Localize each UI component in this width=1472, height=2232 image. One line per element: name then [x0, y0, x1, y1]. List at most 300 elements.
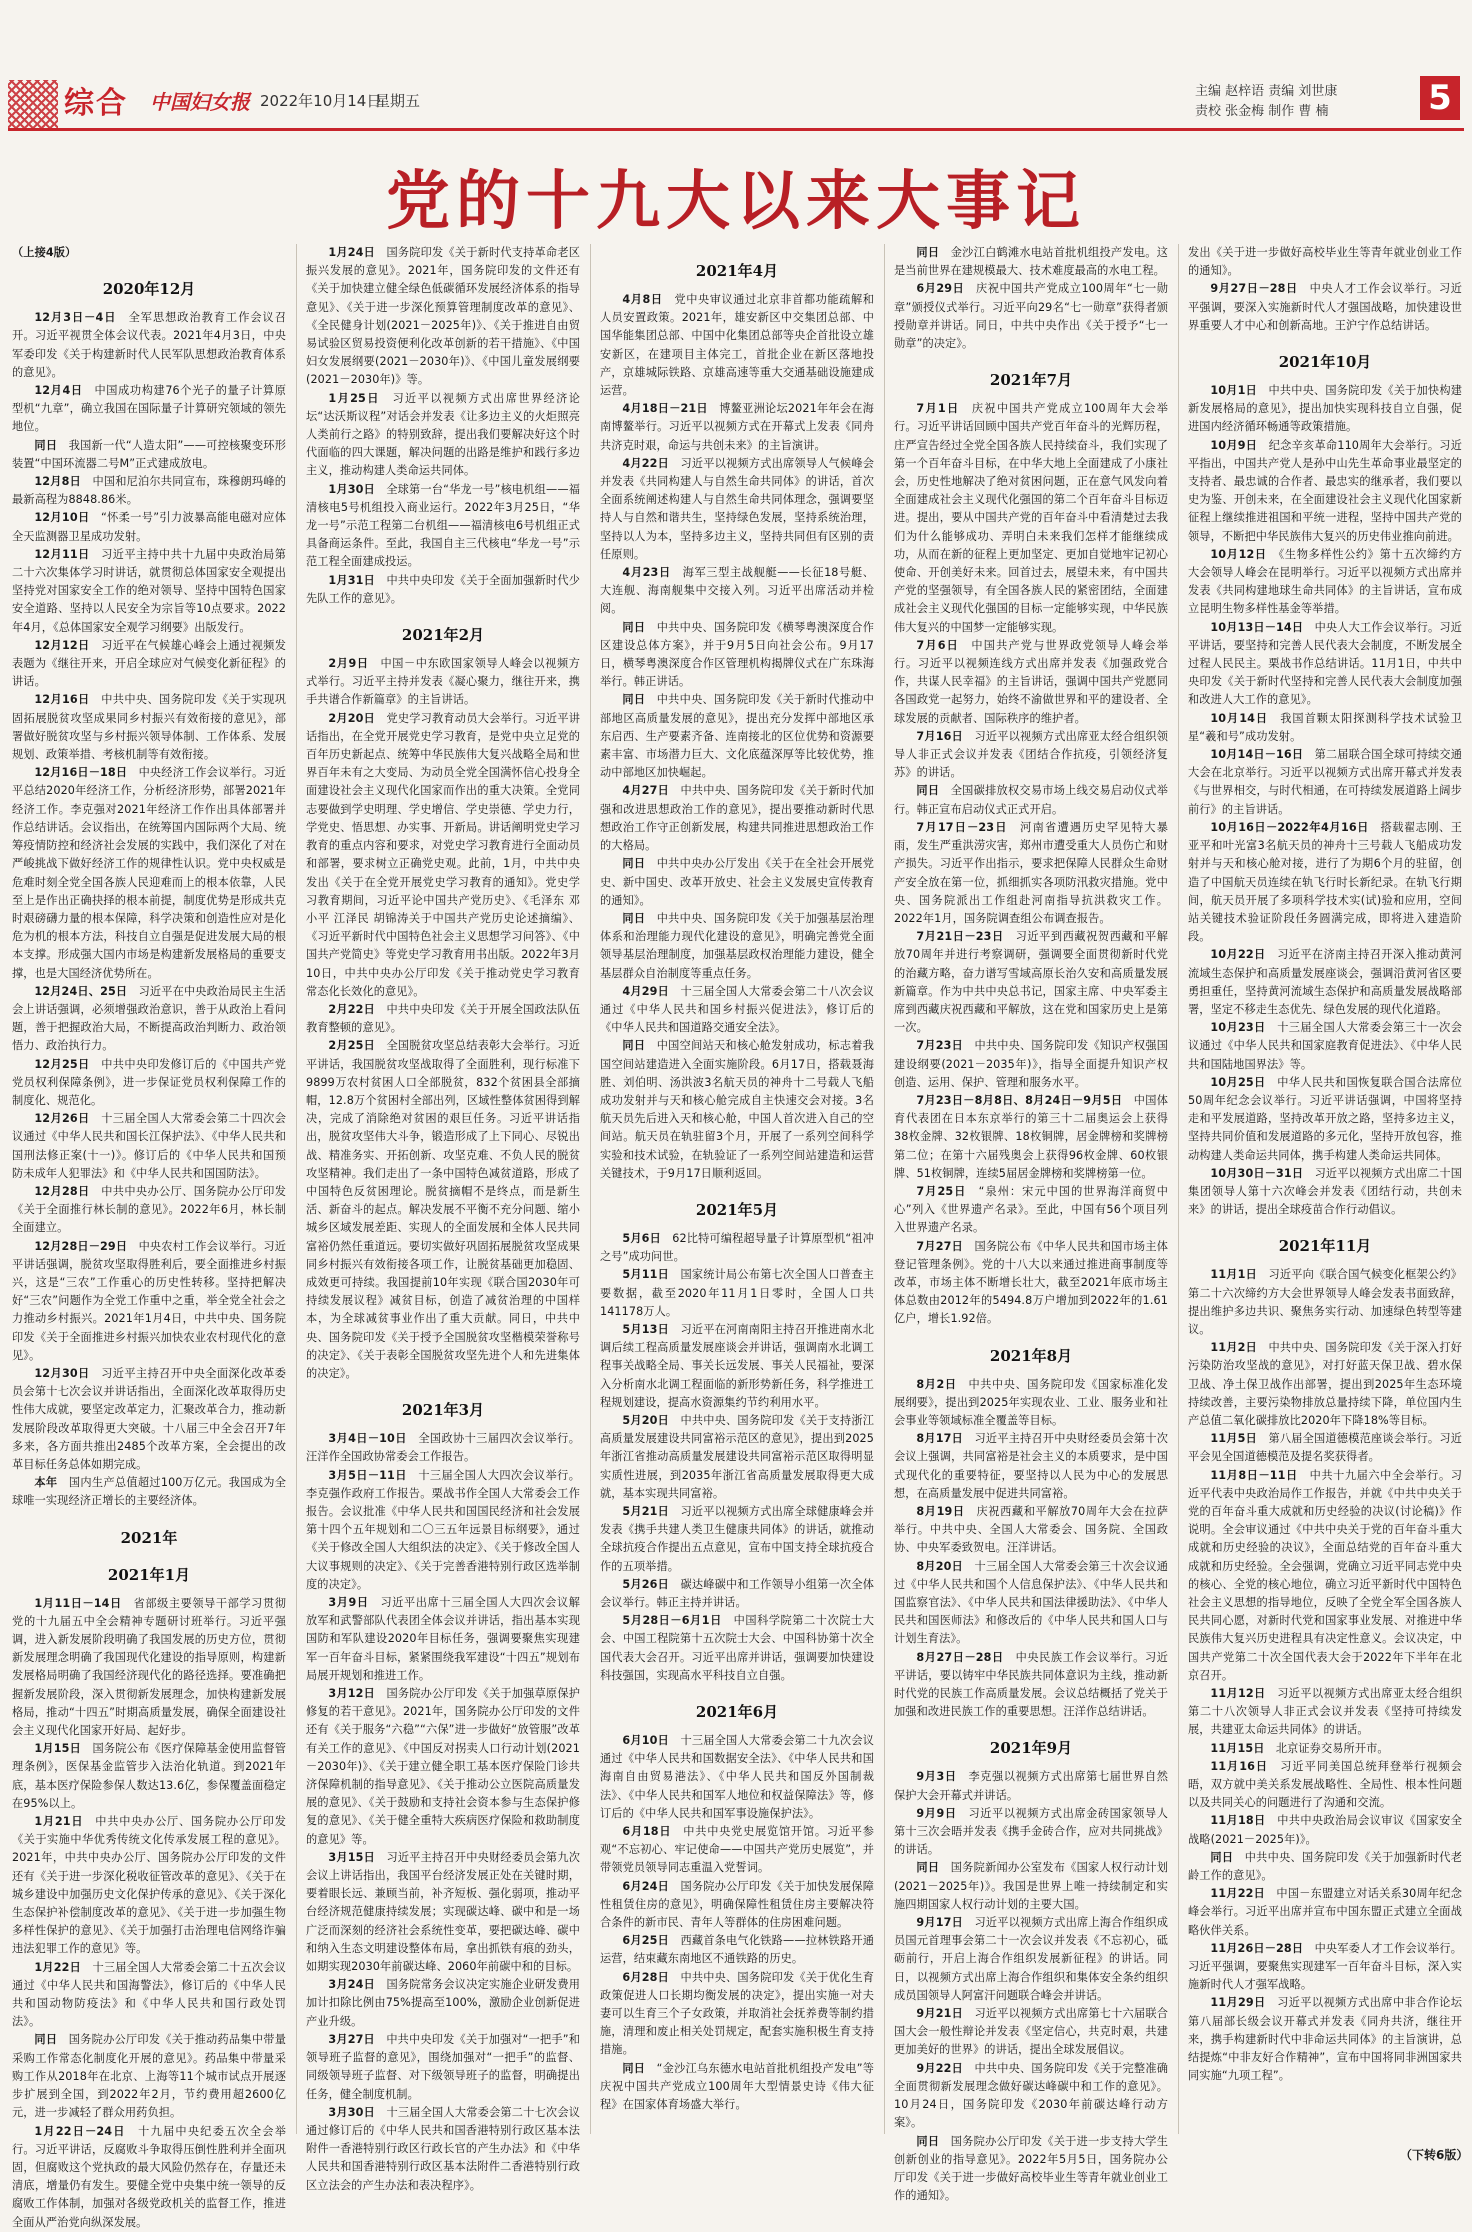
- event-text: 中共中央、国务院印发《关于完整准确全面贯彻新发展理念做好碳达峰碳中和工作的意见》。10月24日，国务院印发《2030年前碳达峰行动方案》。: [894, 2061, 1169, 2130]
- event-date: 11月22日: [1210, 1887, 1265, 1901]
- event-entry: [1188, 244, 1462, 280]
- issue-date: 2022年10月14日: [260, 92, 382, 110]
- event-entry: [1188, 1019, 1462, 1074]
- event-date: 5月20日: [622, 1413, 670, 1427]
- event-text: 党史学习教育动员大会举行。习近平讲话指出，在全党开展党史学习教育，是党中央立足党的百年历史新起点、统筹中华民族伟大复兴战略全局和世界百年未有之大变局、为动员全党全国满怀信心投身全面建设社会主义现代化国家而作出的重大决策。全党同志要做到学史明理、学史增信、学史崇德、学史力行，学党史、悟思想、办实事、开新局。讲话阐明党史学习教育的重点内容和要求，对党史学习教育进行全面动员和部署，要求树立正确党史观。此前，1月，中共中央发出《关于在全党开展党史学习教育的通知》。党史学习教育期间，习近平论中国共产党历史》、《毛泽东 邓小平 江泽民 胡锦涛关于中国共产党历史论述摘编》、《习近平新时代中国特色社会主义思想学习问答》、《中国共产党简史》等党史学习教育用书出版。2022年3月10日，中共中央办公厅印发《关于推动党史学习教育常态化长效化的意见》。: [306, 711, 581, 998]
- event-text: 国务院办公厅印发《关于进一步支持大学生创新创业的指导意见》。2022年5月5日，国务院办公厅印发《关于进一步做好高校毕业生等青年就业创业工作的通知》。: [894, 2134, 1168, 2203]
- event-entry: [12, 637, 286, 692]
- event-entry: [600, 619, 874, 692]
- event-entry: [600, 1266, 874, 1321]
- event-date: 10月1日: [1210, 384, 1258, 398]
- newspaper-logo: 中国妇女报: [150, 90, 250, 114]
- event-entry: [12, 1740, 286, 1813]
- event-date: 12月16日: [34, 693, 90, 707]
- event-date: 1月15日: [34, 1742, 82, 1756]
- event-date: 6月24日: [622, 1879, 670, 1893]
- month-heading: 2021年11月: [1278, 1237, 1372, 1256]
- event-entry: [1188, 1430, 1462, 1466]
- event-date: 12月30日: [34, 1366, 90, 1380]
- event-text: 习近平主持中共十九届中央政治局第二十六次集体学习时讲话，就贯彻总体国家安全观提出坚持党对国家安全工作的绝对领导、坚持中国特色国家安全道路、坚持以人民安全为宗旨等10点要求。2022年4月，《总体国家安全观学习纲要》出版发行。: [12, 547, 286, 634]
- event-entry: [1188, 382, 1462, 437]
- event-text: 中国共产党与世界政党领导人峰会举行。习近平以视频连线方式出席并发表《加强政党合作，共谋人民幸福》的主旨讲话，强调中国共产党愿同各国政党一起努力，始终不渝做世界和平的建设者、全球发展的贡献者、国际秩序的维护者。: [894, 638, 1168, 725]
- event-entry: [1188, 437, 1462, 546]
- event-date: 同日: [622, 1039, 646, 1053]
- event-entry: [12, 309, 286, 382]
- event-entry: [894, 1092, 1168, 1183]
- event-text: 河南省遭遇历史罕见特大暴雨，发生严重洪涝灾害，郑州市遭受重大人员伤亡和财产损失。习近平作出指示，要求把保障人民群众生命财产安全放在第一位，抓细抓实各项防汛救灾措施。党中央、国务院派出工作组赴河南指导抗洪救灾工作。2022年1月，国务院调查组公布调查报告。: [894, 820, 1169, 925]
- event-text: 国务院办公厅印发《关于加快发展保障性租赁住房的意见》，明确保障性租赁住房主要解决符合条件的新市民、青年人等群体的住房困难问题。: [600, 1879, 875, 1930]
- event-text: 李克强以视频方式出席第七届世界自然保护大会开幕式并讲话。: [894, 1770, 1169, 1802]
- event-date: 11月29日: [1210, 1996, 1266, 2010]
- event-text: “金沙江乌东德水电站首批机组投产发电”等庆祝中国共产党成立100周年大型情景史诗《伟大征程》在国家体育场盛大举行。: [600, 2061, 874, 2112]
- event-date: 同日: [916, 784, 940, 798]
- event-date: 10月13日－14日: [1210, 620, 1304, 634]
- event-date: 4月8日: [622, 293, 663, 306]
- event-date: 5月11日: [622, 1268, 670, 1282]
- event-date: 3月15日: [328, 1850, 376, 1864]
- event-text: 习近平主持召开中央全面深化改革委员会第十七次会议并讲话指出，全面深化改革取得历史性伟大成就，要坚定改革定力，汇聚改革合力，推动新发展阶段改革取得更大突破。十八届三中全会召开7年多来，各方面共推出2485个改革方案，全会提出的改革目标任务总体如期完成。: [12, 1366, 286, 1471]
- event-text: 庆祝中国共产党成立100周年“七一勋章”颁授仪式举行。习近平向29名“七一勋章”获得者颁授勋章并讲话。同日，中共中央作出《关于授予“七一勋章”的决定》。: [894, 282, 1168, 351]
- section-pattern-icon: [8, 80, 58, 130]
- event-date: 6月25日: [622, 1934, 670, 1948]
- event-text: 《生物多样性公约》第十五次缔约方大会领导人峰会在昆明举行。习近平以视频方式出席并发表《共同构建地球生命共同体》的主旨讲话，宣布成立昆明生物多样性基金等举措。: [1188, 547, 1462, 616]
- event-date: 12月10日: [34, 511, 90, 525]
- event-date: 同日: [622, 911, 646, 925]
- event-entry: [306, 655, 580, 710]
- event-entry: [600, 400, 874, 455]
- event-date: 12月25日: [34, 1057, 90, 1071]
- event-entry: [894, 637, 1168, 728]
- event-date: 7月16日: [916, 729, 964, 743]
- event-text: 北京证券交易所开市。: [1275, 1741, 1389, 1755]
- event-date: 3月9日: [328, 1596, 369, 1610]
- event-date: 10月23日: [1210, 1021, 1266, 1035]
- event-text: 十三届全国人大常委会第二十四次会议通过《中华人民共和国长江保护法》、《中华人民共和国刑法修正案(十一)》。修订后的《中华人民共和国预防未成年人犯罪法》和《中华人民共和国国防法》。: [12, 1112, 286, 1180]
- event-date: 3月12日: [328, 1687, 376, 1701]
- event-date: 12月16日－18日: [34, 766, 128, 780]
- event-text: 我国首颗太阳探测科学技术试验卫星“羲和号”成功发射。: [1188, 711, 1462, 743]
- event-entry: [12, 437, 286, 473]
- event-entry: [12, 1183, 286, 1238]
- column-divider: [296, 244, 297, 2134]
- event-text: 中共中央、国务院印发《关于新时代加强和改进思想政治工作的意见》，提出要推动新时代思想政治工作守正创新发展，构建共同推进思想政治工作的大格局。: [600, 784, 875, 853]
- event-text: 中共中央办公厅、国务院办公厅印发《关于实施中华优秀传统文化传承发展工程的意见》。2021年，中共中央办公厅、国务院办公厅印发的文件还有《关于进一步深化税收征管改革的意见》、《关于在城乡建设中加强历史文化保护传承的意见》、《关于深化生态保护补偿制度改革的意见》、《关于进一步加强生物多样性保护的意见》、《关于加强打击治理电信网络诈骗违法犯罪工作的意见》等。: [12, 1815, 286, 1956]
- event-text: 中央农村工作会议举行。习近平讲话强调，脱贫攻坚取得胜利后，要全面推进乡村振兴，这是“三农”工作重心的历史性转移。坚持把解决好“三农”问题作为全党工作重中之重，举全党全社会之力推动乡村振兴。2021年1月4日，中共中央、国务院印发《关于全面推进乡村振兴加快农业农村现代化的意见》。: [12, 1239, 286, 1362]
- event-text: 国家统计局公布第七次全国人口普查主要数据，截至2020年11月1日零时，全国人口共141178万人。: [600, 1268, 875, 1318]
- event-entry: [1188, 546, 1462, 619]
- event-date: 7月27日: [916, 1239, 964, 1253]
- event-text: 全国碳排放权交易市场上线交易启动仪式举行。韩正宣布启动仪式正式开启。: [894, 784, 1168, 816]
- event-date: 12月28日: [34, 1184, 90, 1198]
- month-heading: 2021年4月: [695, 262, 779, 280]
- event-entry: [12, 1365, 286, 1474]
- event-text: 习近平到西藏祝贺西藏和平解放70周年并进行考察调研，强调要全面贯彻新时代党的治藏方略，奋力谱写雪域高原长治久安和高质量发展新篇章。作为中共中央总书记，国家主席、中央军委主席到西藏庆祝西藏和平解放，这在党和国家历史上是第一次。: [894, 930, 1168, 1035]
- event-text: 习近平以视频方式出席上海合作组织成员国元首理事会第二十一次会议并发表《不忘初心，砥砺前行，开启上海合作组织发展新征程》的讲话。同日，以视频方式出席上海合作组织和集体安全条约组织成员国领导人阿富汗问题联合峰会并讲话。: [894, 1916, 1169, 2002]
- event-text: 全军思想政治教育工作会议召开。习近平视贯全体会议代表。2021年4月3日，中央军委印发《关于构建新时代人民军队思想政治教育体系的意见》。: [12, 311, 287, 379]
- text-column: [894, 244, 1169, 2203]
- event-date: 10月25日: [1210, 1075, 1266, 1089]
- event-date: 10月22日: [1210, 948, 1266, 962]
- event-text: 中共中央、国务院印发《关于优化生育政策促进人口长期均衡发展的决定》，提出实施一对夫妻可以生育三个子女政策，并取消社会抚养费等制约措施，清理和废止相关处罚规定，配套实施积极生育支持措施。: [600, 1970, 875, 2057]
- event-entry: [306, 1594, 580, 1685]
- month-heading: 2020年12月: [102, 280, 196, 299]
- event-text: 十三届全国人大四次会议举行。李克强作政府工作报告。栗战书作全国人大常委会工作报告。会议批准《中华人民共和国国民经济和社会发展第十四个五年规划和二〇三五年远景目标纲要》，通过《关于修改全国人大组织法的决定》、《关于修改全国人大议事规则的决定》、《关于完善香港特别行政区选举制度的决定》。: [306, 1468, 581, 1591]
- event-date: 7月17日－23日: [916, 820, 1008, 834]
- event-date: 9月17日: [916, 1916, 964, 1930]
- event-text: 博鳌亚洲论坛2021年年会在海南博鳌举行。习近平以视频方式在开幕式上发表《同舟共济克时艰，命运与共创未来》的主旨演讲。: [600, 402, 874, 452]
- event-entry: [600, 910, 874, 983]
- event-date: 1月11日－14日: [34, 1596, 122, 1610]
- event-date: 12月24日、25日: [34, 984, 128, 998]
- month-heading: 2021年1月: [107, 1565, 191, 1584]
- event-entry: [1188, 946, 1462, 1019]
- event-text: 中共中央办公厅发出《关于在全社会开展党史、新中国史、改革开放史、社会主义发展史宣传教育的通知》。: [600, 857, 874, 907]
- event-entry: [306, 1849, 580, 1976]
- event-text: 第二届联合国全球可持续交通大会在北京举行。习近平以视频方式出席开幕式并发表《与世界相交，与时代相通，在可持续发展道路上阔步前行》的主旨讲话。: [1188, 748, 1462, 816]
- event-text: 62比特可编程超导量子计算原型机“祖冲之号”成功问世。: [600, 1231, 874, 1264]
- event-entry: [1188, 746, 1462, 819]
- event-text: 中国和尼泊尔共同宣布，珠穆朗玛峰的最新高程为8848.86米。: [12, 475, 287, 507]
- continued-from: （上接4版）: [12, 246, 77, 259]
- event-date: 1月30日: [328, 482, 375, 496]
- event-text: 中国成功构建76个光子的量子计算原型机“九章”，确立我国在国际量子计算研究领域的领先地位。: [12, 384, 286, 434]
- event-text: 习近平以视频方式出席亚太经合组织领导人非正式会议并发表《团结合作抗疫，引领经济复苏》的讲话。: [894, 729, 1169, 780]
- event-entry: [1188, 1266, 1462, 1339]
- editor-credits: [1195, 82, 1337, 122]
- event-entry: [894, 819, 1168, 928]
- event-text: 全球第一台“华龙一号”核电机组——福清核电5号机组投入商业运行。2022年3月25日，“华龙一号”示范工程第二台机组——福清核电6号机组正式具备商运条件。至此，我国自主三代核电“华龙一号”示范工程全面建成投运。: [306, 482, 580, 569]
- event-date: 同日: [34, 438, 58, 452]
- event-text: 中央经济工作会议举行。习近平总结2020年经济工作，分析经济形势，部署2021年经济工作。李克强对2021年经济工作作出具体部署并作总结讲话。会议指出，在统筹国内国际两个大局、统筹疫情防控和经济社会发展的实践中，我们深化了对在严峻挑战下做好经济工作的规律性认识。党中央权威是危难时刻全党全国各族人民迎难而上的根本依靠，人民至上是作出正确抉择的根本前提，制度优势是形成共克时艰磅礴力量的根本保障，科学决策和创造性应对是化危为机的根本方法，科技自立自强是促进发展大局的根本支撑。形成强大国内市场是构建新发展格局的重要支撑，也是大国经济优势所在。: [12, 766, 286, 980]
- event-text: 中共中央、国务院印发《关于新时代推动中部地区高质量发展的意见》，提出充分发挥中部地区承东启西、生产要素齐备、连南接北的区位优势和资源要素丰富、市场潜力巨大、文化底蕴深厚等比较优势，推动中部地区加快崛起。: [600, 693, 874, 780]
- event-text: 中共中央、国务院印发《国家标准化发展纲要》，提出到2025年实现农业、工业、服务业和社会事业等领域标准全覆盖等目标。: [894, 1377, 1169, 1427]
- event-text: 中央军委人才工作会议举行。习近平强调，要聚焦实现建军一百年奋斗目标，深入实施新时代人才强军战略。: [1188, 1941, 1462, 1992]
- event-date: 11月15日: [1210, 1741, 1265, 1755]
- event-text: 中共中央、国务院印发《关于加强基层治理体系和治理能力现代化建设的意见》，明确完善党全面领导基层治理制度，加强基层政权治理能力建设，健全基层群众自治制度等重点任务。: [600, 911, 874, 980]
- month-heading: 2021年: [120, 1528, 178, 1547]
- event-text: 西藏首条电气化铁路——拉林铁路开通运营，结束藏东南地区不通铁路的历史。: [600, 1934, 874, 1966]
- event-text: 中国空间站天和核心舱发射成功，标志着我国空间站建造进入全面实施阶段。6月17日，搭载聂海胜、刘伯明、汤洪波3名航天员的神舟十二号载人飞船成功发射并与天和核心舱完成自主快速交会对接。3名航天员先后进入天和核心舱，中国人首次进入自己的空间站。航天员在轨驻留3个月，开展了一系列空间科学实验和技术试验，在轨验证了一系列空间站建造和运营关键技术，于9月17日顺利返回。: [600, 1039, 874, 1180]
- event-text: 海军三型主战舰艇——长征18号艇、大连舰、海南舰集中交接入列。习近平出席活动并检阅。: [600, 566, 874, 616]
- column-divider: [884, 244, 885, 2134]
- event-text: 中华人民共和国恢复联合国合法席位50周年纪念会议举行。习近平讲话强调，中国将坚持走和平发展道路，坚持改革开放之路，坚持多边主义，坚持共同价值和发展道路的多元化，坚持开放包容，推动构建人类命运共同体，携手构建人类命运共同体。: [1188, 1075, 1462, 1162]
- event-date: 3月4日－10日: [328, 1432, 407, 1446]
- event-text: 国务院公布《医疗保障基金使用监督管理条例》，医保基金监管步入法治化轨道。到2021年底，基本医疗保险参保人数达13.6亿，参保覆盖面稳定在95%以上。: [12, 1742, 287, 1810]
- event-entry: [600, 782, 874, 855]
- event-entry: [1188, 710, 1462, 746]
- event-entry: [12, 382, 286, 437]
- event-date: 12月11日: [34, 547, 90, 561]
- event-date: 1月22日－24日: [34, 2124, 126, 2138]
- event-text: 十三届全国人大常委会第二十八次会议通过《中华人民共和国乡村振兴促进法》，修订后的《中华人民共和国道路交通安全法》。: [600, 984, 875, 1035]
- event-entry: [306, 1037, 580, 1383]
- event-text: 习近平主持召开中央财经委员会第九次会议上讲话指出，我国平台经济发展正处在关键时期，要着眼长远、兼顾当前，补齐短板、强化弱项，推动平台经济规范健康持续发展；实现碳达峰、碳中和是一场广泛而深刻的经济社会系统性变革，要把碳达峰、碳中和纳入生态文明建设整体布局，拿出抓铁有痕的劲头，如期实现2030年前碳达峰、2060年前碳中和的目标。: [306, 1850, 581, 1974]
- text-column: [600, 244, 874, 2144]
- event-date: 2月20日: [328, 711, 376, 725]
- event-text: 中国－东盟建立对话关系30周年纪念峰会举行。习近平出席并宣布中国东盟正式建立全面战略伙伴关系。: [1188, 1887, 1462, 1937]
- event-text: 党中央审议通过北京非首都功能疏解和人员安置政策。2021年，雄安新区中交集团总部、中国华能集团总部、中国中化集团总部等央企首批设立雄安新区，在建项目主体完工，首批企业在新区落地投产，京雄城际铁路、京雄高速等重大交通基础设施建成运营。: [600, 293, 875, 398]
- masthead: [0, 0, 1472, 121]
- event-entry: [600, 455, 874, 564]
- event-text: 搭载翟志刚、王亚平和叶光富3名航天员的神舟十三号载人飞船成功发射并与天和核心舱对接，进行了为期6个月的驻留，创造了中国航天员连续在轨飞行时长新纪录。在轨飞行期间，航天员开展了多项科学技术实(试)验和应用，空间站关键技术验证阶段任务圆满完成，即将进入建造阶段。: [1188, 820, 1463, 944]
- event-entry: [306, 390, 580, 481]
- event-text: 习近平在气候雄心峰会上通过视频发表题为《继往开来，开启全球应对气候变化新征程》的讲话。: [12, 638, 286, 689]
- event-text: 中共中央印发修订后的《中国共产党党员权利保障条例》，进一步保证党员权利保障工作的制度化、规范化。: [12, 1057, 286, 1107]
- event-text: 中共中央、国务院印发《关于加快构建新发展格局的意见》，提出加快实现科技自立自强，促进国内经济循环畅通等政策措施。: [1188, 384, 1463, 434]
- event-date: 12月28日－29日: [34, 1239, 128, 1253]
- masthead-rule: [8, 128, 1464, 131]
- event-date: 3月24日: [328, 1978, 376, 1992]
- event-date: 12月26日: [34, 1112, 90, 1126]
- event-text: 国务院办公厅印发《关于推动药品集中带量采购工作常态化制度化开展的意见》。药品集中带量采购工作从2018年在北京、上海等11个城市试点开展逐步扩展到全国，到2022年2月，节约费用超2600亿元，进一步减轻了群众用药负担。: [12, 2033, 286, 2120]
- event-entry: [1188, 1940, 1462, 1995]
- event-date: 2月9日: [328, 657, 369, 671]
- event-text: 国务院新闻办公室发布《国家人权行动计划(2021－2025年)》。我国是世界上唯一持续制定和实施四期国家人权行动计划的主要大国。: [894, 1861, 1168, 1911]
- event-date: 9月3日: [916, 1770, 957, 1784]
- event-entry: [894, 1914, 1168, 2005]
- credit-line: 责校 张金梅 制作 曹 楠: [1195, 104, 1329, 119]
- event-entry: [1188, 819, 1462, 946]
- event-date: 同日: [622, 693, 646, 707]
- event-entry: [1188, 1740, 1462, 1758]
- event-entry: [306, 710, 580, 1001]
- event-entry: [12, 1595, 286, 1741]
- event-date: 4月18日－21日: [622, 402, 708, 416]
- event-entry: [1188, 1467, 1462, 1685]
- event-entry: [894, 1376, 1168, 1431]
- event-text: 十九届中央纪委五次全会举行。习近平讲话，反腐败斗争取得压倒性胜利并全面巩固，但腐败这个党执政的最大风险仍然存在，存量还未清底，增量仍有发生。要健全党中央集中统一领导的反腐败工作体制，加强对各级党政机关的监督工作，推进全面从严治党向纵深发展。: [12, 2124, 287, 2229]
- event-text: 中共中央印发《关于加强对“一把手”和领导班子监督的意见》，围绕加强对“一把手”的监督、同级领导班子监督、对下级领导班子的监督，明确提出任务，健全制度机制。: [306, 2032, 580, 2101]
- event-date: 3月30日: [328, 2105, 376, 2119]
- month-heading: 2021年10月: [1278, 353, 1372, 372]
- event-text: 中共中央、国务院印发《知识产权强国建设纲要(2021－2035年)》，指导全面提升知识产权创造、运用、保护、管理和服务水平。: [894, 1039, 1169, 1089]
- event-text: 国务院公布《中华人民共和国市场主体登记管理条例》。党的十八大以来通过推进商事制度等改革，市场主体不断增长壮大，截至2021年底市场主体总数由2012年的5494.8万户增加到2022年的1.61亿户，增长1.92倍。: [894, 1239, 1169, 1326]
- event-text: 习近平以视频方式出席全球健康峰会并发表《携手共建人类卫生健康共同体》的讲话，就推动全球抗疫合作提出五点意见，宣布中国支持全球抗疫合作的五项举措。: [600, 1505, 875, 1573]
- month-heading: 2021年6月: [695, 1703, 779, 1722]
- event-date: 4月23日: [622, 566, 671, 580]
- event-date: 8月27日－28日: [916, 1650, 1004, 1664]
- event-entry: [894, 1037, 1168, 1092]
- event-text: 第八届全国道德模范座谈会举行。习近平会见全国道德模范及提名奖获得者。: [1188, 1432, 1463, 1464]
- event-text: 习近平以视频方式出席世界经济论坛“达沃斯议程”对话会并发表《让多边主义的火炬照亮人类前行之路》的特别致辞，提出我们要解决好这个时代面临的四大课题，解决问题的出路是维护和践行多边主义，推动构建人类命运共同体。: [306, 391, 580, 478]
- event-date: 5月28日－6月1日: [622, 1614, 722, 1628]
- event-entry: [1188, 280, 1462, 335]
- event-date: 12月12日: [34, 638, 90, 652]
- event-date: 6月10日: [622, 1734, 670, 1748]
- event-entry: [1188, 619, 1462, 710]
- text-column: [306, 244, 581, 2192]
- event-entry: [894, 280, 1168, 353]
- event-entry: [894, 2060, 1168, 2133]
- event-entry: [600, 1932, 874, 1968]
- event-date: 同日: [622, 620, 646, 634]
- continued-to: （下转6版）: [1400, 2148, 1469, 2162]
- event-text: 习近平以视频方式出席中非合作论坛第八届部长级会议开幕式并发表《同舟共济，继往开来，携手构建新时代中非命运共同体》的主旨演讲，总结提炼“中非友好合作精神”，宣布中国将同非洲国家共同实施“九项工程”。: [1188, 1996, 1462, 2083]
- event-date: 4月22日: [622, 456, 670, 470]
- event-date: 2月22日: [328, 1002, 376, 1016]
- event-entry: [600, 855, 874, 910]
- event-date: 11月12日: [1210, 1687, 1266, 1701]
- event-date: 11月16日: [1210, 1759, 1269, 1773]
- event-date: 1月31日: [328, 573, 376, 587]
- event-text: 中共中央、国务院印发《横琴粤澳深度合作区建设总体方案》，并于9月5日向社会公布。9月17日，横琴粤澳深度合作区管理机构揭牌仪式在广东珠海举行。韩正讲话。: [600, 620, 874, 689]
- event-text: 中共中央党史展览馆开馆。习近平参观“不忘初心、牢记使命——中国共产党历史展览”，并带领党员领导同志重温入党誓词。: [600, 1825, 874, 1875]
- event-text: 习近平向《联合国气候变化框架公约》第二十六次缔约方大会世界领导人峰会发表书面致辞，提出维护多边共识、聚焦务实行动、加速绿色转型等建议。: [1188, 1268, 1463, 1336]
- event-date: 同日: [1210, 1850, 1234, 1864]
- event-entry: [1188, 1885, 1462, 1940]
- event-entry: [12, 764, 286, 982]
- month-heading: 2021年7月: [989, 371, 1073, 390]
- event-entry: [600, 291, 874, 400]
- event-text: 中共十九届六中全会举行。习近平代表中央政治局作工作报告，并就《中共中央关于党的百年奋斗重大成就和历史经验的决议(讨论稿)》作说明。全会审议通过《中共中央关于党的百年奋斗重大成就和历史经验的决议》，全面总结党的百年奋斗重大成就和历史经验。全会强调，党确立习近平同志党中央的核心、全党的核心地位，确立习近平新时代中国特色社会主义思想的指导地位，反映了全党全军全国各族人民共同心愿，对新时代党和国家事业发展、对推进中华民族伟大复兴历史进程具有决定性意义。会议决定，中国共产党第二十次全国代表大会于2022年下半年在北京召开。: [1188, 1468, 1462, 1682]
- event-date: 同日: [916, 1861, 940, 1875]
- event-entry: [12, 1959, 286, 2032]
- event-text: “泉州：宋元中国的世界海洋商贸中心”列入《世界遗产名录》。至此，中国有56个项目列入世界遗产名录。: [894, 1184, 1168, 1235]
- month-heading: 2021年3月: [401, 1401, 485, 1420]
- event-entry: [894, 1649, 1168, 1722]
- event-date: 10月30日－31日: [1210, 1166, 1304, 1180]
- event-date: 11月8日－11日: [1210, 1468, 1298, 1482]
- event-date: 7月6日: [916, 638, 960, 652]
- event-text: 习近平出席十三届全国人大四次会议解放军和武警部队代表团全体会议并讲话，指出基本实现国防和军队建设2020年目标任务，强调要聚焦实现建军一百年奋斗目标，紧紧围绕我军建设“十四五”规划布局展开规划和推进工作。: [306, 1596, 581, 1682]
- event-date: 9月9日: [916, 1806, 957, 1820]
- event-entry: [1188, 1758, 1462, 1813]
- event-date: 7月1日: [916, 402, 960, 416]
- event-entry: [894, 400, 1168, 637]
- event-text: 国内生产总值超过100万亿元。我国成为全球唯一实现经济正增长的主要经济体。: [12, 1476, 286, 1508]
- event-entry: [894, 1238, 1168, 1329]
- event-text: 中共中央政治局会议审议《国家安全战略(2021－2025年)》。: [1188, 1814, 1462, 1846]
- event-date: 1月24日: [328, 246, 376, 259]
- event-text: 庆祝中国共产党成立100周年大会举行。习近平讲话回顾中国共产党百年奋斗的光辉历程，庄严宣告经过全党全国各族人民持续奋斗，我们实现了第一个百年奋斗目标，在中华大地上全面建成了小康社会，历史性地解决了绝对贫困问题，正在意气风发向着全面建成社会主义现代化强国的第二个百年奋斗目标迈进。提出，要从中国共产党的百年奋斗中看清楚过去我们为什么能够成功、弄明白未来我们怎样才能继续成功，从而在新的征程上更加坚定、更加自觉地牢记初心使命、开创美好未来。回首过去，展望未来，有中国共产党的坚强领导，有全国各族人民的紧密团结，全面建成社会主义现代化强国的目标一定能够实现，中华民族伟大复兴的中国梦一定能够实现。: [894, 402, 1169, 634]
- event-entry: [306, 2104, 580, 2195]
- event-text: 中央民族工作会议举行。习近平讲话，要以铸牢中华民族共同体意识为主线，推动新时代党的民族工作高质量发展。会议总结概括了党关于加强和改进民族工作的重要思想。汪洋作总结讲话。: [894, 1650, 1168, 1719]
- event-entry: [600, 2060, 874, 2115]
- event-entry: [12, 473, 286, 509]
- event-entry: [12, 1110, 286, 1183]
- event-date: 本年: [34, 1476, 58, 1490]
- event-entry: [306, 572, 580, 608]
- event-date: 1月25日: [328, 391, 380, 405]
- event-entry: [600, 1732, 874, 1823]
- event-text: 中央人大工作会议举行。习近平讲话，要坚持和完善人民代表大会制度，不断发展全过程人民民主。栗战书作总结讲话。11月1日，中共中央印发《关于新时代坚持和完善人民代表大会制度加强和改进人大工作的意见》。: [1188, 620, 1462, 707]
- event-entry: [306, 1976, 580, 2031]
- event-text: 中共中央、国务院印发《关于加强新时代老龄工作的意见》。: [1188, 1850, 1462, 1883]
- event-entry: [894, 1430, 1168, 1503]
- event-entry: [894, 244, 1168, 280]
- event-date: 5月6日: [622, 1231, 661, 1245]
- event-text: 国务院印发《关于新时代支持革命老区振兴发展的意见》。2021年，国务院印发的文件还有《关于加快建立健全绿色低碳循环发展经济体系的指导意见》、《关于进一步深化预算管理制度改革的意见》、《全民健身计划(2021－2025年)》、《关于推进自由贸易试验区贸易投资便利化改革创新的若干措施》、《中国妇女发展纲要(2021－2030年)》、《中国儿童发展纲要(2021－2030年)》等。: [306, 246, 581, 387]
- event-text: 中共中央印发《关于全面加强新时代少先队工作的意见》。: [306, 573, 581, 605]
- event-text: 国务院常务会议决定实施企业研发费用加计扣除比例由75%提高至100%，激励企业创新促进产业升级。: [306, 1978, 581, 2028]
- event-text: 习近平以视频方式出席亚太经合组织第二十八次领导人非正式会议并发表《坚持可持续发展，共建亚太命运共同体》的讲话。: [1188, 1687, 1462, 1737]
- event-date: 7月23日－8月8日、8月24日－9月5日: [916, 1093, 1123, 1107]
- event-date: 7月25日: [916, 1184, 967, 1198]
- event-date: 5月26日: [622, 1577, 670, 1591]
- event-date: 6月18日: [622, 1825, 672, 1839]
- event-text: 十三届全国人大常委会第二十七次会议通过修订后的《中华人民共和国香港特别行政区基本法附件一香港特别行政区行政长官的产生办法》和《中华人民共和国香港特别行政区基本法附件二香港特别行政区立法会的产生办法和表决程序》。: [306, 2105, 581, 2192]
- event-text: 习近平以视频方式出席二十国集团领导人第十六次峰会并发表《团结行动，共创未来》的讲话，提出全球疫苗合作行动倡议。: [1188, 1166, 1462, 1217]
- event-date: 10月14日－16日: [1210, 748, 1304, 762]
- event-entry: [894, 2133, 1168, 2206]
- page-number: 5: [1420, 76, 1460, 120]
- event-entry: [1188, 1074, 1462, 1165]
- month-heading: 2021年8月: [989, 1346, 1073, 1365]
- event-text: 全国政协十三届四次会议举行。汪洋作全国政协常委会工作报告。: [306, 1432, 581, 1464]
- event-date: 10月9日: [1210, 438, 1258, 452]
- event-text: 习近平主持召开中央财经委员会第十次会议上强调，共同富裕是社会主义的本质要求，是中国式现代化的重要特征，要坚持以人民为中心的发展思想，在高质量发展中促进共同富裕。: [894, 1432, 1169, 1500]
- event-date: 11月18日: [1210, 1814, 1266, 1828]
- event-text: 十三届全国人大常委会第三十次会议通过《中华人民共和国个人信息保护法》、《中华人民共和国监察官法》、《中华人民共和国法律援助法》、《中华人民共和国医师法》和修改后的《中华人民共和国人口与计划生育法》。: [894, 1559, 1169, 1646]
- event-entry: [12, 1056, 286, 1111]
- issue-weekday: 星期五: [375, 92, 421, 110]
- event-entry: [12, 691, 286, 764]
- event-entry: [12, 1238, 286, 1365]
- event-date: 5月21日: [622, 1505, 670, 1518]
- month-heading: 2021年5月: [695, 1200, 779, 1219]
- event-entry: [894, 1859, 1168, 1914]
- event-entry: [600, 1969, 874, 2060]
- event-entry: [894, 728, 1168, 783]
- section-title: 综合: [64, 86, 128, 121]
- event-date: 1月22日: [34, 1960, 82, 1974]
- event-text: 中国科学院第二十次院士大会、中国工程院第十五次院士大会、中国科协第十次全国代表大会召开。习近平出席并讲话，强调要加快建设科技强国，实现高水平科技自立自强。: [600, 1614, 875, 1682]
- event-entry: [12, 1813, 286, 1959]
- event-text: 中央人才工作会议举行。习近平强调，要深入实施新时代人才强国战略，加快建设世界重要人才中心和创新高地。王沪宁作总结讲话。: [1188, 282, 1462, 332]
- event-entry: [894, 928, 1168, 1037]
- event-entry: [894, 1768, 1168, 1804]
- month-heading: 2021年9月: [989, 1739, 1073, 1758]
- event-text: 中共中央、国务院印发《关于实现巩固拓展脱贫攻坚成果同乡村振兴有效衔接的意见》，部署做好脱贫攻坚与乡村振兴领导体制、工作体系、发展规划、政策举措、考核机制等有效衔接。: [12, 693, 286, 762]
- event-entry: [894, 1503, 1168, 1558]
- event-date: 3月5日－11日: [328, 1468, 407, 1482]
- event-date: 12月8日: [34, 475, 82, 489]
- event-date: 10月16日－2022年4月16日: [1210, 820, 1369, 834]
- event-date: 11月1日: [1210, 1268, 1258, 1282]
- event-entry: [1188, 1165, 1462, 1220]
- event-date: 12月4日: [34, 384, 83, 398]
- event-text: 发出《关于进一步做好高校毕业生等青年就业创业工作的通知》。: [1188, 246, 1462, 278]
- event-text: 习近平同美国总统拜登举行视频会晤，双方就中美关系发展战略性、全局性、根本性问题以及共同关心的问题进行了沟通和交流。: [1188, 1759, 1462, 1810]
- event-date: 同日: [622, 857, 646, 871]
- event-date: 同日: [622, 2061, 646, 2075]
- event-text: 习近平以视频方式出席领导人气候峰会并发表《共同构建人与自然生命共同体》的讲话，首次全面系统阐述构建人与自然生命共同体理念，强调要坚持人与自然和谐共生，坚持绿色发展，坚持系统治理，坚持以人为本，坚持多边主义，坚持共同但有区别的责任原则。: [600, 456, 875, 561]
- event-entry: [306, 2031, 580, 2104]
- event-text: 庆祝西藏和平解放70周年大会在拉萨举行。中共中央、全国人大常委会、国务院、全国政协、中央军委致贺电。汪洋讲话。: [894, 1505, 1168, 1555]
- event-entry: [306, 1467, 580, 1594]
- event-text: “怀柔一号”引力波暴高能电磁对应体全天监测器卫星成功发射。: [12, 511, 286, 543]
- event-date: 12月3日－4日: [34, 311, 117, 325]
- event-date: 2月25日: [328, 1039, 376, 1053]
- event-date: 7月21日－23日: [916, 930, 1004, 944]
- event-text: 习近平在济南主持召开深入推动黄河流域生态保护和高质量发展座谈会，强调沿黄河省区要勇担重任，坚持黄河流域生态保护和高质量发展战略部署，坚定不移走生态优先、绿色发展的现代化道路。: [1188, 948, 1462, 1016]
- event-date: 8月20日: [916, 1559, 964, 1573]
- event-date: 5月13日: [622, 1322, 670, 1336]
- event-entry: [306, 481, 580, 572]
- event-entry: [894, 1558, 1168, 1649]
- event-entry: [1188, 1994, 1462, 2085]
- event-entry: [894, 2005, 1168, 2060]
- column-divider: [590, 244, 591, 2134]
- month-heading: 2021年2月: [401, 626, 485, 645]
- event-entry: [600, 1230, 874, 1266]
- event-date: 3月27日: [328, 2032, 375, 2046]
- event-text: 中共中央印发《关于开展全国政法队伍教育整顿的意见》。: [306, 1002, 581, 1035]
- event-date: 9月27日－28日: [1210, 282, 1298, 296]
- event-text: 中共中央、国务院印发《关于支持浙江高质量发展建设共同富裕示范区的意见》，提出到2025年浙江省推动高质量发展建设共同富裕示范区取得明显实质性进展，到2035年浙江省高质量发展取得更大成就，基本实现共同富裕。: [600, 1413, 875, 1500]
- event-entry: [12, 2123, 286, 2232]
- text-column: [1188, 244, 1462, 2144]
